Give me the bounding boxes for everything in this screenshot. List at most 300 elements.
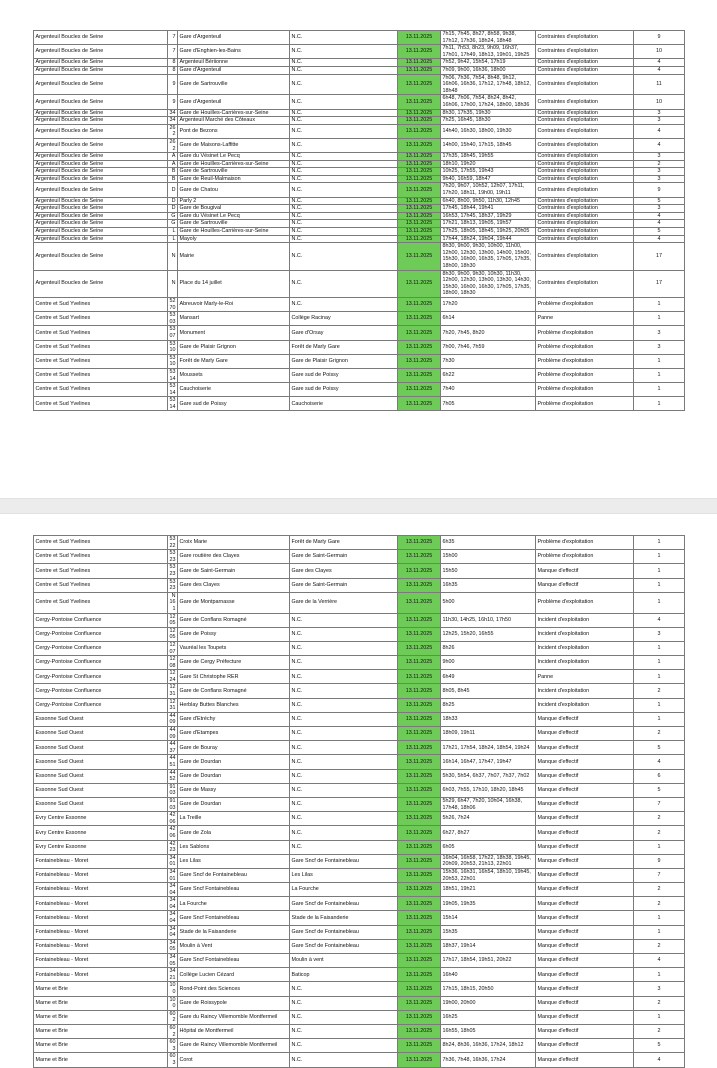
departure-stop-cell: Les Sablons: [178, 840, 290, 854]
territory-cell: Cergy-Pontoise Confluence: [34, 641, 168, 655]
departure-times-cell: 9h00: [441, 656, 536, 670]
table-row: [34, 66, 685, 74]
date-cell: 13.11.2025: [398, 270, 441, 297]
cause-cell: Contraintes d'exploitation: [536, 270, 634, 297]
date-cell: 13.11.2025: [398, 578, 441, 592]
departure-times-cell: 8h30, 9h00, 9h30, 10h00, 11h00, 12h00, 12h30, 13h00, 14h00, 15h00, 15h30, 16h00, 16h35, 17h05, 17h35, 18h00, 18h30: [441, 243, 536, 270]
count-cell: 1: [634, 578, 685, 592]
date-cell: 13.11.2025: [398, 741, 441, 755]
departure-times-cell: 17h15, 18h15, 20h50: [441, 982, 536, 996]
departure-stop-cell: Gare d'Etréchy: [178, 712, 290, 726]
date-cell: 13.11.2025: [398, 160, 441, 168]
departure-stop-cell: Gare de Dourdan: [178, 755, 290, 769]
line-number-cell: 1224: [169, 670, 176, 683]
line-number-cell: 3404: [169, 925, 176, 939]
table-row: [34, 897, 685, 911]
cause-cell: Manque d'effectif: [536, 954, 634, 968]
departure-stop-cell: Mairie: [178, 243, 290, 270]
departure-times-cell: 16h55, 18h05: [441, 1024, 536, 1038]
table-row: [34, 45, 685, 59]
count-cell: 7: [634, 797, 685, 811]
table-row: [34, 656, 685, 670]
cause-cell: Incident d'exploitation: [536, 684, 634, 698]
terminus-cell: N.C.: [290, 270, 398, 297]
terminus-cell: N.C.: [290, 1010, 398, 1024]
territory-cell: Argenteuil Boucles de Seine: [34, 183, 168, 197]
territory-cell: Argenteuil Boucles de Seine: [34, 220, 168, 228]
count-cell: 3: [634, 627, 685, 641]
departure-stop-cell: Gare de Sartrouville: [178, 168, 290, 176]
departure-times-cell: 18h09, 19h11: [441, 727, 536, 741]
cause-cell: Manque d'effectif: [536, 1010, 634, 1024]
departure-stop-cell: Gare de Cergy Préfecture: [178, 656, 290, 670]
cause-cell: Manque d'effectif: [536, 897, 634, 911]
table-body: [34, 31, 685, 411]
departure-times-cell: 17h21, 17h54, 18h24, 18h54, 19h24: [441, 741, 536, 755]
departure-stop-cell: Gare de Dourdan: [178, 769, 290, 783]
date-cell: 13.11.2025: [398, 31, 441, 45]
terminus-cell: N.C.: [290, 228, 398, 236]
territory-cell: Argenteuil Boucles de Seine: [34, 153, 168, 161]
count-cell: 1: [634, 564, 685, 578]
departure-times-cell: 6h40, 8h00, 9h50, 11h30, 12h45: [441, 197, 536, 205]
count-cell: 5: [634, 228, 685, 236]
departure-times-cell: 5h29, 6h47, 7h20, 10h04, 16h38, 17h48, 18h06: [441, 797, 536, 811]
table-row: [34, 1010, 685, 1024]
date-cell: 13.11.2025: [398, 592, 441, 613]
departure-times-cell: 8h05, 8h45: [441, 684, 536, 698]
date-cell: 13.11.2025: [398, 840, 441, 854]
departure-stop-cell: Gare de Sartrouville: [178, 74, 290, 95]
table-row: [34, 550, 685, 564]
line-number-cell: B: [168, 175, 178, 183]
departure-times-cell: 16h40: [441, 968, 536, 982]
date-cell: 13.11.2025: [398, 727, 441, 741]
date-cell: 13.11.2025: [398, 564, 441, 578]
departure-times-cell: 7h00, 7h46, 7h59: [441, 340, 536, 354]
cause-cell: Problème d'exploitation: [536, 550, 634, 564]
departure-times-cell: 8h30, 17h35, 19h30: [441, 109, 536, 117]
territory-cell: Fontainebleau - Moret: [34, 925, 168, 939]
cause-cell: Manque d'effectif: [536, 797, 634, 811]
date-cell: 13.11.2025: [398, 925, 441, 939]
departure-times-cell: 7h36, 7h48, 16h36, 17h24: [441, 1053, 536, 1067]
count-cell: 2: [634, 812, 685, 826]
departure-stop-cell: Gare d'Argenteuil: [178, 31, 290, 45]
terminus-cell: N.C.: [290, 297, 398, 311]
terminus-cell: N.C.: [290, 175, 398, 183]
date-cell: 13.11.2025: [398, 854, 441, 868]
departure-stop-cell: Gare St Christophe RER: [178, 670, 290, 684]
count-cell: 3: [634, 175, 685, 183]
territory-cell: Essonne Sud Ouest: [34, 769, 168, 783]
territory-cell: Centre et Sud Yvelines: [34, 578, 168, 592]
date-cell: 13.11.2025: [398, 698, 441, 712]
line-number-cell: 4409: [169, 712, 176, 726]
table-row: [34, 220, 685, 228]
cause-cell: Manque d'effectif: [536, 868, 634, 882]
line-number-cell: D: [168, 197, 178, 205]
table-row: [34, 755, 685, 769]
line-number-cell: D: [168, 205, 178, 213]
date-cell: 13.11.2025: [398, 684, 441, 698]
cause-cell: Manque d'effectif: [536, 578, 634, 592]
terminus-cell: N.C.: [290, 769, 398, 783]
cause-cell: Problème d'exploitation: [536, 354, 634, 368]
departure-times-cell: 16h04, 16h58, 17h22, 18h38, 19h45, 20h09, 20h53, 21h13, 22h01: [441, 854, 536, 868]
table-row: [34, 270, 685, 297]
table-row: [34, 117, 685, 125]
departure-times-cell: 7h06, 7h36, 7h54, 8h48, 9h12, 16h06, 16h36, 17h12, 17h48, 18h12, 18h48: [441, 74, 536, 95]
cause-cell: Manque d'effectif: [536, 812, 634, 826]
table-row: [34, 954, 685, 968]
territory-cell: Centre et Sud Yvelines: [34, 592, 168, 613]
departure-stop-cell: Mansart: [178, 312, 290, 326]
table-row: [34, 1053, 685, 1067]
cause-cell: Contraintes d'exploitation: [536, 109, 634, 117]
cause-cell: Contraintes d'exploitation: [536, 153, 634, 161]
line-number-cell: 3421: [169, 968, 176, 981]
cause-cell: Contraintes d'exploitation: [536, 124, 634, 138]
departure-times-cell: 7h20, 9h07, 10h52, 12h07, 17h11, 17h20, 18h11, 19h00, 19h11: [441, 183, 536, 197]
line-number-cell: 603: [169, 1039, 176, 1052]
cause-cell: Contraintes d'exploitation: [536, 168, 634, 176]
line-number-cell: N: [168, 243, 178, 270]
territory-cell: Centre et Sud Yvelines: [34, 326, 168, 340]
date-cell: 13.11.2025: [398, 45, 441, 59]
territory-cell: Fontainebleau - Moret: [34, 968, 168, 982]
line-number-cell: 8: [168, 66, 178, 74]
date-cell: 13.11.2025: [398, 641, 441, 655]
count-cell: 4: [634, 138, 685, 152]
territory-cell: Argenteuil Boucles de Seine: [34, 117, 168, 125]
departure-times-cell: 8h26: [441, 641, 536, 655]
terminus-cell: Gare de la Verrière: [290, 592, 398, 613]
count-cell: 3: [634, 340, 685, 354]
count-cell: 3: [634, 153, 685, 161]
terminus-cell: Les Lilas: [290, 868, 398, 882]
territory-cell: Evry Centre Essonne: [34, 840, 168, 854]
territory-cell: Centre et Sud Yvelines: [34, 297, 168, 311]
terminus-cell: N.C.: [290, 124, 398, 138]
date-cell: 13.11.2025: [398, 755, 441, 769]
count-cell: 5: [634, 197, 685, 205]
departure-times-cell: 17h17, 18h54, 19h51, 20h22: [441, 954, 536, 968]
departure-stop-cell: Place du 14 juillet: [178, 270, 290, 297]
date-cell: 13.11.2025: [398, 95, 441, 109]
line-number-cell: 9103: [169, 797, 176, 811]
page-separator: [0, 498, 717, 514]
count-cell: 17: [634, 243, 685, 270]
date-cell: 13.11.2025: [398, 954, 441, 968]
date-cell: 13.11.2025: [398, 982, 441, 996]
line-number-cell: 1205: [169, 613, 176, 627]
cause-cell: Manque d'effectif: [536, 564, 634, 578]
table-row: [34, 340, 685, 354]
departure-times-cell: 12h25, 15h20, 16h55: [441, 627, 536, 641]
departure-times-cell: 19h05, 19h35: [441, 897, 536, 911]
date-cell: 13.11.2025: [398, 536, 441, 550]
date-cell: 13.11.2025: [398, 627, 441, 641]
terminus-cell: N.C.: [290, 45, 398, 59]
line-number-cell: 1231: [169, 698, 176, 712]
departure-stop-cell: Gare de Raincy Villemomble Montfermeil: [178, 1039, 290, 1053]
table-row: [34, 95, 685, 109]
terminus-cell: Gare Sncf de Fontainebleau: [290, 897, 398, 911]
territory-cell: Argenteuil Boucles de Seine: [34, 45, 168, 59]
terminus-cell: N.C.: [290, 783, 398, 797]
terminus-cell: N.C.: [290, 197, 398, 205]
count-cell: 4: [634, 1053, 685, 1067]
terminus-cell: N.C.: [290, 59, 398, 67]
cause-cell: Incident d'exploitation: [536, 641, 634, 655]
departure-times-cell: 7h40: [441, 383, 536, 397]
territory-cell: Marne et Brie: [34, 982, 168, 996]
territory-cell: Essonne Sud Ouest: [34, 755, 168, 769]
line-number-cell: L: [168, 235, 178, 243]
date-cell: 13.11.2025: [398, 383, 441, 397]
departure-stop-cell: Rond-Point des Sciences: [178, 982, 290, 996]
territory-cell: Marne et Brie: [34, 1039, 168, 1053]
table-row: [34, 868, 685, 882]
departure-stop-cell: Gare sud de Poissy: [178, 397, 290, 411]
departure-times-cell: 16h35: [441, 578, 536, 592]
table-row: [34, 741, 685, 755]
date-cell: 13.11.2025: [398, 340, 441, 354]
date-cell: 13.11.2025: [398, 769, 441, 783]
cause-cell: Manque d'effectif: [536, 1039, 634, 1053]
table-row: [34, 168, 685, 176]
date-cell: 13.11.2025: [398, 368, 441, 382]
departure-times-cell: 17h35, 18h45, 19h55: [441, 153, 536, 161]
departure-times-cell: 6h05: [441, 840, 536, 854]
line-number-cell: 4452: [169, 769, 176, 783]
departure-times-cell: 17h44, 18h24, 19h04, 19h44: [441, 235, 536, 243]
line-number-cell: 9: [168, 74, 178, 95]
line-number-cell: 3401: [169, 854, 176, 868]
territory-cell: Fontainebleau - Moret: [34, 954, 168, 968]
departure-times-cell: 11h30, 14h25, 16h10, 17h50: [441, 613, 536, 627]
terminus-cell: Gare de Saint-Germain: [290, 578, 398, 592]
date-cell: 13.11.2025: [398, 354, 441, 368]
line-number-cell: 4206: [169, 812, 176, 825]
departure-stop-cell: Forêt de Marly Gare: [178, 354, 290, 368]
line-number-cell: 603: [169, 1053, 176, 1066]
table-row: [34, 840, 685, 854]
table-row: [34, 578, 685, 592]
departure-stop-cell: Gare de Houilles-Carrières-sur-Seine: [178, 228, 290, 236]
departure-stop-cell: Collège Lucien Cézard: [178, 968, 290, 982]
count-cell: 4: [634, 59, 685, 67]
cause-cell: Manque d'effectif: [536, 712, 634, 726]
terminus-cell: N.C.: [290, 727, 398, 741]
territory-cell: Essonne Sud Ouest: [34, 797, 168, 811]
line-number-cell: 34: [169, 109, 176, 116]
date-cell: 13.11.2025: [398, 243, 441, 270]
line-number-cell: 4223: [169, 840, 176, 854]
terminus-cell: N.C.: [290, 684, 398, 698]
disruption-table: [33, 535, 685, 1068]
date-cell: 13.11.2025: [398, 397, 441, 411]
count-cell: 9: [634, 183, 685, 197]
terminus-cell: N.C.: [290, 95, 398, 109]
cause-cell: Contraintes d'exploitation: [536, 183, 634, 197]
count-cell: 2: [634, 897, 685, 911]
count-cell: 11: [634, 74, 685, 95]
cause-cell: Contraintes d'exploitation: [536, 175, 634, 183]
cause-cell: Contraintes d'exploitation: [536, 220, 634, 228]
terminus-cell: N.C.: [290, 243, 398, 270]
cause-cell: Manque d'effectif: [536, 968, 634, 982]
departure-stop-cell: Cauchoiserie: [178, 383, 290, 397]
departure-stop-cell: Mayoly: [178, 235, 290, 243]
terminus-cell: Forêt de Marly Gare: [290, 340, 398, 354]
terminus-cell: Gare des Clayes: [290, 564, 398, 578]
line-number-cell: 3405: [169, 954, 176, 967]
count-cell: 7: [634, 868, 685, 882]
line-number-cell: 7: [168, 31, 178, 45]
terminus-cell: Gare Sncf de Fontainebleau: [290, 854, 398, 868]
table-row: [34, 854, 685, 868]
date-cell: 13.11.2025: [398, 312, 441, 326]
date-cell: 13.11.2025: [398, 197, 441, 205]
count-cell: 9: [634, 854, 685, 868]
territory-cell: Centre et Sud Yvelines: [34, 368, 168, 382]
table-row: [34, 74, 685, 95]
line-number-cell: 4206: [169, 826, 176, 839]
table-row: [34, 925, 685, 939]
cause-cell: Contraintes d'exploitation: [536, 138, 634, 152]
territory-cell: Evry Centre Essonne: [34, 812, 168, 826]
departure-times-cell: 8h25: [441, 698, 536, 712]
territory-cell: Cergy-Pontoise Confluence: [34, 627, 168, 641]
line-number-cell: 3404: [169, 897, 176, 910]
cause-cell: Incident d'exploitation: [536, 698, 634, 712]
departure-stop-cell: Gare du Vésinet Le Pecq: [178, 212, 290, 220]
departure-times-cell: 5h30, 5h54, 6h37, 7h07, 7h37, 7h02: [441, 769, 536, 783]
departure-stop-cell: Gare de Montparnasse: [178, 592, 290, 613]
date-cell: 13.11.2025: [398, 66, 441, 74]
line-number-cell: 5323: [169, 578, 176, 592]
cause-cell: Manque d'effectif: [536, 1024, 634, 1038]
line-number-cell: D: [168, 183, 178, 197]
territory-cell: Argenteuil Boucles de Seine: [34, 95, 168, 109]
departure-times-cell: 15h36, 16h31, 16h54, 18h10, 19h45, 20h53, 22h01: [441, 868, 536, 882]
table-row: [34, 153, 685, 161]
terminus-cell: Gare d'Orsay: [290, 326, 398, 340]
count-cell: 2: [634, 996, 685, 1010]
departure-times-cell: 17h25, 18h05, 18h45, 19h25, 20h05: [441, 228, 536, 236]
departure-times-cell: 17h20: [441, 297, 536, 311]
cause-cell: Panne: [536, 312, 634, 326]
departure-stop-cell: Argenteuil Bériionne: [178, 59, 290, 67]
count-cell: 2: [634, 883, 685, 897]
line-number-cell: 5323: [169, 550, 176, 563]
territory-cell: Argenteuil Boucles de Seine: [34, 228, 168, 236]
terminus-cell: N.C.: [290, 117, 398, 125]
table-row: [34, 698, 685, 712]
date-cell: 13.11.2025: [398, 1053, 441, 1067]
line-number-cell: 34: [169, 117, 176, 124]
count-cell: 1: [634, 840, 685, 854]
date-cell: 13.11.2025: [398, 897, 441, 911]
cause-cell: Contraintes d'exploitation: [536, 74, 634, 95]
line-number-cell: N: [168, 270, 178, 297]
line-number-cell: 3404: [169, 883, 176, 896]
line-number-cell: 4437: [169, 741, 176, 754]
line-number-cell: 5310: [169, 354, 176, 368]
table-row: [34, 1039, 685, 1053]
territory-cell: Argenteuil Boucles de Seine: [34, 197, 168, 205]
line-number-cell: 3401: [169, 868, 176, 882]
terminus-cell: N.C.: [290, 66, 398, 74]
line-number-cell: A: [168, 160, 178, 168]
count-cell: 3: [634, 205, 685, 213]
departure-times-cell: 7h20, 7h45, 8h20: [441, 326, 536, 340]
departure-stop-cell: Gare de Maisons-Laffitte: [178, 138, 290, 152]
date-cell: 13.11.2025: [398, 220, 441, 228]
terminus-cell: Baticop: [290, 968, 398, 982]
departure-times-cell: 6h14: [441, 312, 536, 326]
table-row: [34, 235, 685, 243]
cause-cell: Problème d'exploitation: [536, 326, 634, 340]
territory-cell: Argenteuil Boucles de Seine: [34, 74, 168, 95]
date-cell: 13.11.2025: [398, 74, 441, 95]
table-row: [34, 769, 685, 783]
territory-cell: Marne et Brie: [34, 1024, 168, 1038]
terminus-cell: N.C.: [290, 1053, 398, 1067]
departure-stop-cell: Gare Sncf Fontainebleau: [178, 883, 290, 897]
terminus-cell: N.C.: [290, 840, 398, 854]
terminus-cell: N.C.: [290, 712, 398, 726]
date-cell: 13.11.2025: [398, 656, 441, 670]
departure-stop-cell: Gare Sncf Fontainebleau: [178, 911, 290, 925]
table-row: [34, 197, 685, 205]
terminus-cell: N.C.: [290, 109, 398, 117]
line-number-cell: 602: [169, 1024, 176, 1038]
departure-stop-cell: Les Lilas: [178, 854, 290, 868]
cause-cell: Contraintes d'exploitation: [536, 197, 634, 205]
terminus-cell: N.C.: [290, 670, 398, 684]
cause-cell: Manque d'effectif: [536, 883, 634, 897]
line-number-cell: 5314: [169, 383, 176, 396]
table-row: [34, 243, 685, 270]
table-row: [34, 228, 685, 236]
cause-cell: Problème d'exploitation: [536, 297, 634, 311]
date-cell: 13.11.2025: [398, 968, 441, 982]
line-number-cell: 5310: [169, 340, 176, 354]
table-row: [34, 564, 685, 578]
departure-times-cell: 6h27, 8h27: [441, 826, 536, 840]
line-number-cell: 5270: [169, 297, 176, 311]
territory-cell: Centre et Sud Yvelines: [34, 340, 168, 354]
count-cell: 17: [634, 270, 685, 297]
table-row: [34, 326, 685, 340]
departure-stop-cell: Gare de Poissy: [178, 627, 290, 641]
terminus-cell: Gare Sncf de Fontainebleau: [290, 939, 398, 953]
territory-cell: Argenteuil Boucles de Seine: [34, 168, 168, 176]
date-cell: 13.11.2025: [398, 996, 441, 1010]
date-cell: 13.11.2025: [398, 550, 441, 564]
date-cell: 13.11.2025: [398, 1039, 441, 1053]
terminus-cell: N.C.: [290, 74, 398, 95]
date-cell: 13.11.2025: [398, 59, 441, 67]
line-number-cell: 262: [169, 138, 176, 152]
terminus-cell: Gare sud de Poissy: [290, 383, 398, 397]
line-number-cell: A: [168, 153, 178, 161]
date-cell: 13.11.2025: [398, 797, 441, 811]
line-number-cell: 5303: [169, 312, 176, 325]
